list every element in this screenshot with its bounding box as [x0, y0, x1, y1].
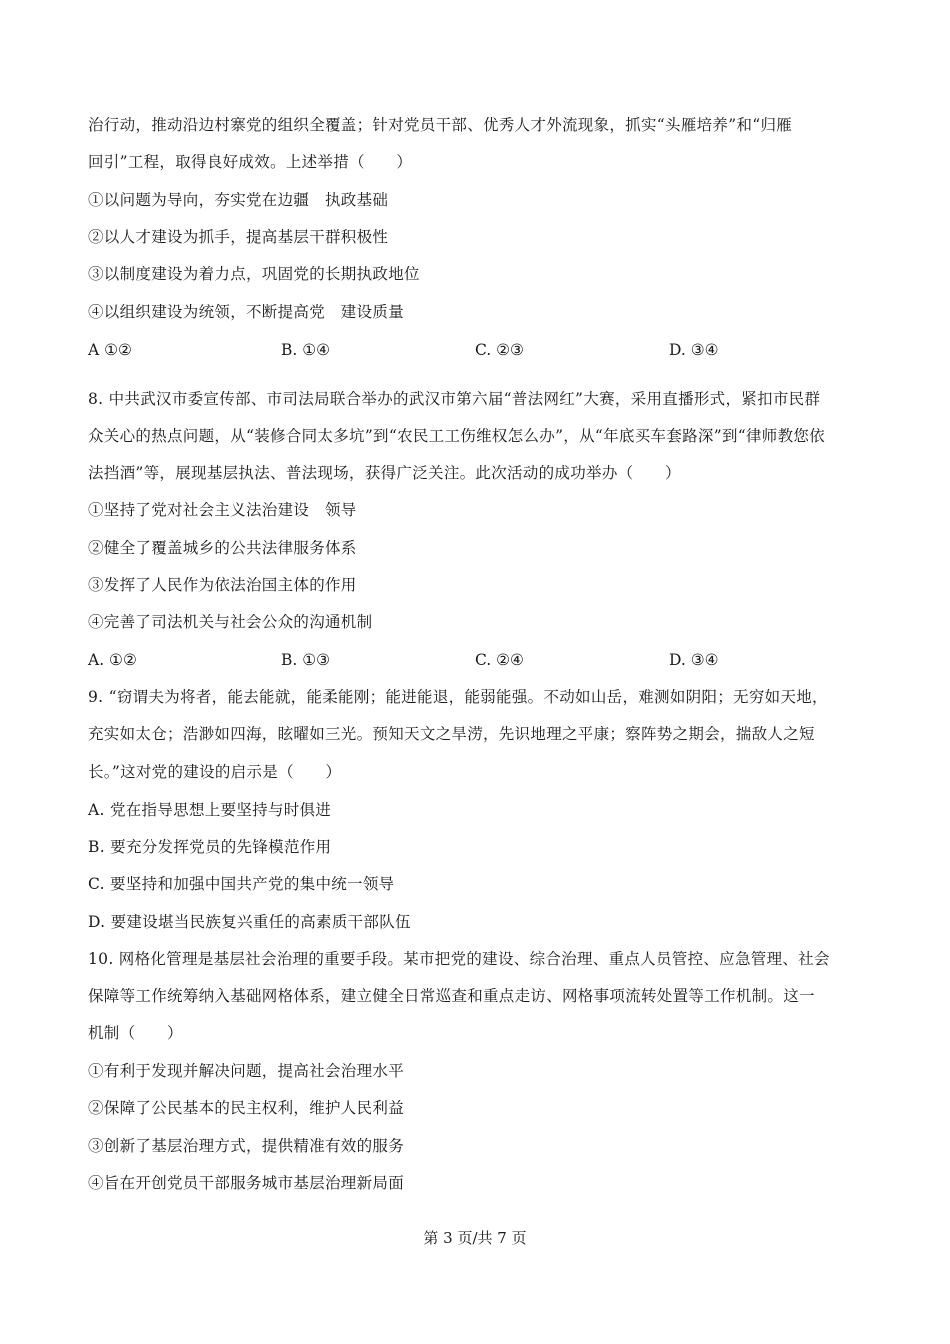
- question-9-text-line: 充实如太仓；浩渺如四海，眩曜如三光。预知天文之旱涝，先识地理之平康；察阵势之期会，揣敌人之短: [88, 725, 815, 743]
- statement: ②健全了覆盖城乡的公共法律服务体系: [88, 539, 357, 557]
- statement: ④旨在开创党员干部服务城市基层治理新局面: [88, 1174, 405, 1192]
- answer-choices: [88, 650, 848, 670]
- question-8-text-line: 8. 中共武汉市委宣传部、市司法局联合举办的武汉市第六届“普法网红”大赛，采用直播形式，紧扣市民群: [88, 390, 821, 408]
- page-number: 第 3 页/共 7 页: [423, 1229, 527, 1247]
- answer-choices: [88, 340, 848, 360]
- question-8-text-line: 众关心的热点问题，从“装修合同太多坑”到“农民工工伤维权怎么办”，从“年底买车套路深”到“律师教您依: [88, 427, 825, 445]
- question-9-text-line: 9. “窃谓夫为将者，能去能就，能柔能刚；能进能退，能弱能强。不动如山岳，难测如阴阳；无穷如天地，: [88, 688, 828, 706]
- question-7-text-line: 回引”工程，取得良好成效。上述举措（ ）: [88, 153, 413, 171]
- statement: ②以人才建设为抓手，提高基层干群积极性: [88, 228, 389, 246]
- choice-c: C. ②③: [475, 341, 524, 359]
- choice-b: B. ①③: [281, 651, 331, 669]
- question-7-text-line: 治行动，推动沿边村寨党的组织全覆盖；针对党员干部、优秀人才外流现象，抓实“头雁培养”和“归雁: [88, 116, 793, 134]
- question-8-text-line: 法挡酒”等，展现基层执法、普法现场，获得广泛关注。此次活动的成功举办（ ）: [88, 464, 681, 482]
- statement: ④完善了司法机关与社会公众的沟通机制: [88, 613, 373, 631]
- choice-a: A ①②: [88, 341, 132, 359]
- choice-b: B. ①④: [281, 341, 331, 359]
- question-10-text-line: 保障等工作统筹纳入基础网格体系，建立健全日常巡查和重点走访、网格事项流转处置等工作机制。这一: [88, 987, 815, 1005]
- statement: ①坚持了党对社会主义法治建设 领导: [88, 501, 357, 519]
- choice-d: D. ③④: [669, 341, 719, 359]
- statement: ④以组织建设为统领，不断提高党 建设质量: [88, 303, 405, 321]
- statement: ①有利于发现并解决问题，提高社会治理水平: [88, 1062, 405, 1080]
- statement: ②保障了公民基本的民主权利，维护人民利益: [88, 1099, 405, 1117]
- choice-c: C. ②④: [475, 651, 524, 669]
- statement: ③发挥了人民作为依法治国主体的作用: [88, 576, 357, 594]
- question-10-text-line: 机制（ ）: [88, 1024, 183, 1042]
- choice-a: A. ①②: [88, 651, 137, 669]
- option-a: A. 党在指导思想上要坚持与时俱进: [88, 801, 332, 819]
- option-b: B. 要充分发挥党员的先锋模范作用: [88, 838, 332, 856]
- option-d: D. 要建设堪当民族复兴重任的高素质干部队伍: [88, 913, 411, 931]
- statement: ①以问题为导向，夯实党在边疆 执政基础: [88, 191, 389, 209]
- statement: ③以制度建设为着力点，巩固党的长期执政地位: [88, 265, 420, 283]
- choice-d: D. ③④: [669, 651, 719, 669]
- option-c: C. 要坚持和加强中国共产党的集中统一领导: [88, 875, 395, 893]
- question-9-text-line: 长。”这对党的建设的启示是（ ）: [88, 763, 342, 781]
- question-10-text-line: 10. 网格化管理是基层社会治理的重要手段。某市把党的建设、综合治理、重点人员管控、应急管理、社会: [88, 950, 830, 968]
- statement: ③创新了基层治理方式，提供精准有效的服务: [88, 1137, 405, 1155]
